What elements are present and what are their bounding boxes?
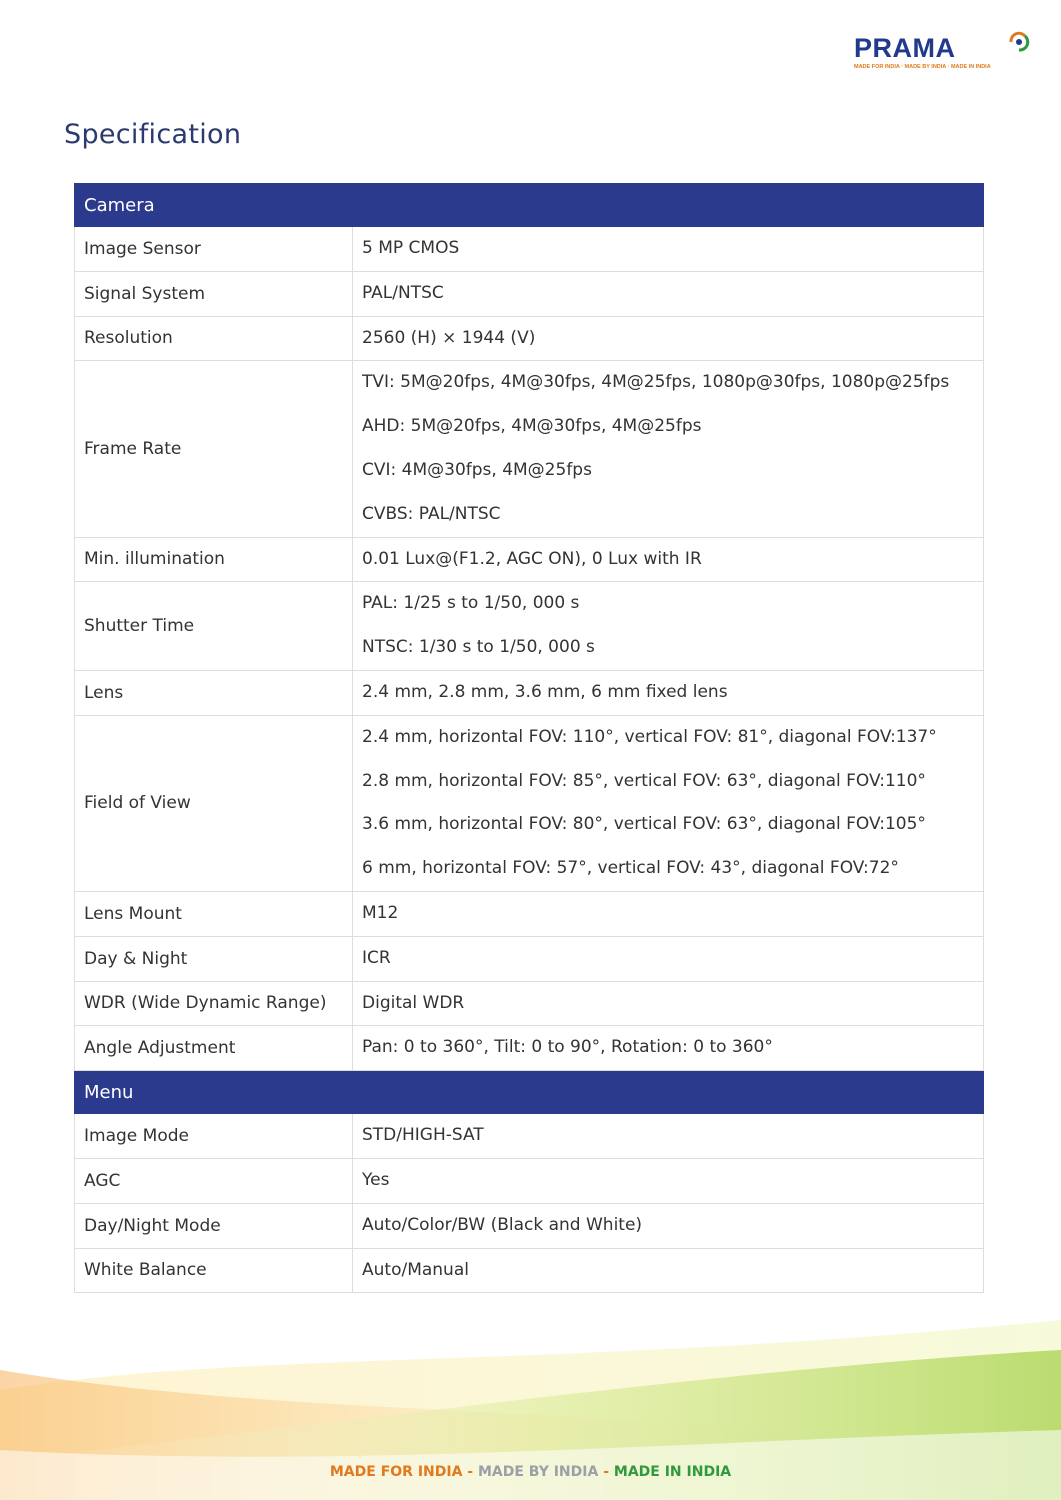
table-row — [75, 1203, 984, 1248]
spec-table-body — [75, 184, 984, 1293]
prama-logo — [852, 28, 1032, 76]
table-row — [75, 316, 984, 361]
spec-value-line: 2.4 mm, horizontal FOV: 110°, vertical FOV: 81°, diagonal FOV:137° — [362, 726, 937, 747]
spec-value-line: PAL/NTSC — [362, 282, 444, 303]
spec-value — [353, 582, 984, 671]
spec-value — [353, 1248, 984, 1293]
spec-value-line: Auto/Color/BW (Black and White) — [362, 1214, 643, 1235]
logo-wordmark: PRAMA — [854, 33, 956, 63]
spec-label: Field of View — [75, 715, 353, 891]
spec-value-line: 2560 (H) × 1944 (V) — [362, 327, 536, 348]
spec-label: Min. illumination — [75, 537, 353, 582]
spec-value-line: Digital WDR — [362, 992, 465, 1013]
spec-value — [353, 271, 984, 316]
spec-value — [353, 316, 984, 361]
spec-value-line: Pan: 0 to 360°, Tilt: 0 to 90°, Rotation: 0 to 360° — [362, 1037, 773, 1058]
spec-value-line: CVBS: PAL/NTSC — [362, 503, 501, 524]
spec-value-line: NTSC: 1/30 s to 1/50, 000 s — [362, 637, 595, 658]
spec-value-line: 3.6 mm, horizontal FOV: 80°, vertical FOV: 63°, diagonal FOV:105° — [362, 814, 926, 835]
table-row — [75, 670, 984, 715]
spec-label: Day/Night Mode — [75, 1203, 353, 1248]
spec-value — [353, 670, 984, 715]
spec-label: Lens — [75, 670, 353, 715]
spec-label: White Balance — [75, 1248, 353, 1293]
table-row — [75, 361, 984, 537]
spec-label: WDR (Wide Dynamic Range) — [75, 981, 353, 1026]
footer-part-made-by-india: MADE BY INDIA — [477, 1464, 599, 1480]
section-header-menu — [75, 1071, 984, 1114]
section-title: Camera — [75, 184, 984, 227]
section-title: Menu — [75, 1071, 984, 1114]
section-header-camera — [75, 184, 984, 227]
footer-tagline — [0, 1464, 1061, 1480]
spec-value — [353, 537, 984, 582]
spec-value — [353, 891, 984, 936]
spec-value — [353, 1114, 984, 1159]
spec-label: Day & Night — [75, 936, 353, 981]
spec-value-line: 5 MP CMOS — [362, 238, 460, 258]
table-row — [75, 1248, 984, 1293]
footer-separator: - — [598, 1464, 614, 1480]
spec-value — [353, 1158, 984, 1203]
table-row — [75, 1026, 984, 1071]
footer-separator: - — [462, 1464, 478, 1480]
spec-value-line: Auto/Manual — [362, 1259, 469, 1280]
spec-value-line: CVI: 4M@30fps, 4M@25fps — [362, 459, 592, 480]
spec-label: Lens Mount — [75, 891, 353, 936]
spec-label: AGC — [75, 1158, 353, 1203]
spec-value — [353, 715, 984, 891]
spec-value-line: 0.01 Lux@(F1.2, AGC ON), 0 Lux with IR — [362, 548, 702, 569]
spec-value-line: Yes — [362, 1169, 390, 1190]
spec-value-line: AHD: 5M@20fps, 4M@30fps, 4M@25fps — [362, 416, 702, 437]
spec-label: Image Mode — [75, 1114, 353, 1159]
table-row — [75, 271, 984, 316]
spec-value-line: M12 — [362, 902, 399, 923]
spec-value-line: PAL: 1/25 s to 1/50, 000 s — [362, 593, 580, 614]
table-row — [75, 715, 984, 891]
table-row — [75, 936, 984, 981]
table-row — [75, 981, 984, 1026]
spec-label: Frame Rate — [75, 361, 353, 537]
spec-value — [353, 1026, 984, 1071]
spec-label: Signal System — [75, 271, 353, 316]
logo-tagline: MADE FOR INDIA · MADE BY INDIA · MADE IN INDIA — [854, 64, 991, 70]
spec-value-line: ICR — [362, 947, 391, 968]
spec-label: Shutter Time — [75, 582, 353, 671]
footer-part-made-for-india: MADE FOR INDIA — [329, 1464, 463, 1480]
spec-value — [353, 361, 984, 537]
page-title: Specification — [64, 119, 242, 150]
spec-label: Resolution — [75, 316, 353, 361]
table-row — [75, 891, 984, 936]
logo-swirl-icon — [1007, 30, 1031, 54]
spec-value-line: STD/HIGH-SAT — [362, 1125, 484, 1146]
spec-label: Image Sensor — [75, 227, 353, 272]
spec-value-line: 2.8 mm, horizontal FOV: 85°, vertical FOV: 63°, diagonal FOV:110° — [362, 770, 926, 791]
spec-value-line: TVI: 5M@20fps, 4M@30fps, 4M@25fps, 1080p@30fps, 1080p@25fps — [362, 372, 950, 393]
table-row — [75, 537, 984, 582]
table-row — [75, 1114, 984, 1159]
table-row — [75, 582, 984, 671]
spec-value-line: 6 mm, horizontal FOV: 57°, vertical FOV: 43°, diagonal FOV:72° — [362, 858, 899, 879]
spec-label: Angle Adjustment — [75, 1026, 353, 1071]
spec-value — [353, 1203, 984, 1248]
spec-value — [353, 936, 984, 981]
spec-value-line: 2.4 mm, 2.8 mm, 3.6 mm, 6 mm fixed lens — [362, 681, 728, 702]
footer-part-made-in-india: MADE IN INDIA — [613, 1464, 732, 1480]
spec-value — [353, 981, 984, 1026]
spec-value — [353, 227, 984, 272]
table-row — [75, 227, 984, 272]
spec-table — [74, 183, 984, 1293]
table-row — [75, 1158, 984, 1203]
